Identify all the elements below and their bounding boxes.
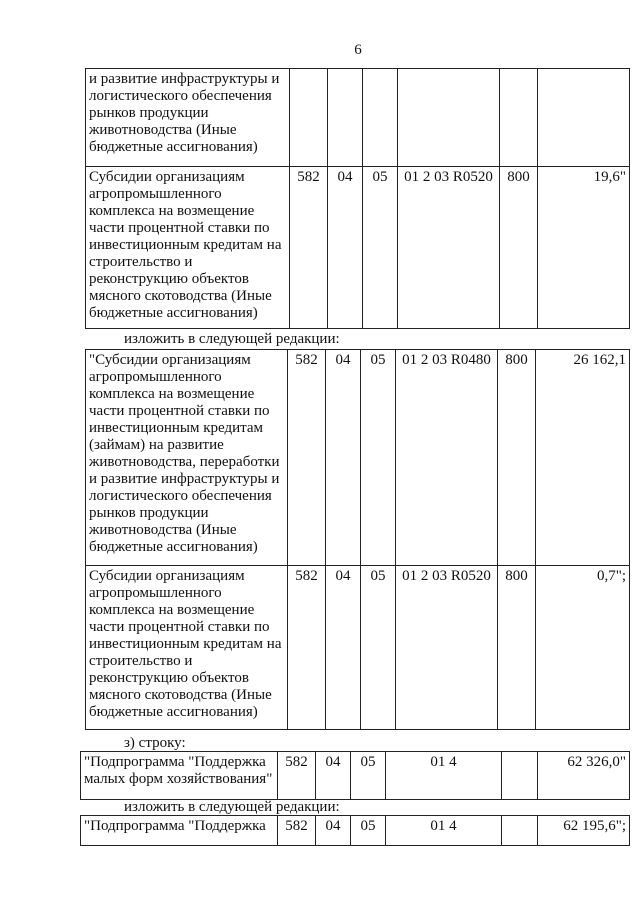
expense-type: 800	[498, 566, 536, 730]
expense-type	[500, 69, 538, 167]
admin-code	[290, 69, 328, 167]
row-name: "Субсидии организациям агропромышленного комплекса на возмещение части процентной ставки по инвестиционным кредитам (займам) на развитие животноводства, переработки и развитие инфраструктуры и логистического обеспечения рынков продукции животноводства (Иные бюджетные ассигнования)	[86, 350, 288, 566]
target-article	[398, 69, 500, 167]
amount: 62 195,6";	[538, 816, 630, 846]
budget-table-1	[85, 68, 630, 329]
admin-code: 582	[288, 350, 326, 566]
table-row	[81, 816, 630, 846]
admin-code: 582	[278, 752, 316, 800]
section-code: 04	[326, 566, 361, 730]
admin-code: 582	[278, 816, 316, 846]
subsection-code: 05	[351, 752, 386, 800]
instruction-heading: изложить в следующей редакции:	[124, 331, 340, 347]
amount: 0,7";	[536, 566, 630, 730]
amount: 19,6"	[538, 167, 630, 329]
target-article: 01 2 03 R0520	[396, 566, 498, 730]
amount	[538, 69, 630, 167]
budget-table-2	[85, 349, 630, 730]
amount: 26 162,1	[536, 350, 630, 566]
subsection-code	[363, 69, 398, 167]
expense-type: 800	[500, 167, 538, 329]
subsection-code: 05	[361, 566, 396, 730]
admin-code: 582	[288, 566, 326, 730]
expense-type	[502, 752, 538, 800]
section-code: 04	[326, 350, 361, 566]
amount: 62 326,0"	[538, 752, 630, 800]
table-row	[86, 69, 630, 167]
expense-type	[502, 816, 538, 846]
budget-table-4	[80, 815, 630, 846]
section-code: 04	[316, 816, 351, 846]
table-row	[86, 167, 630, 329]
instruction-heading: изложить в следующей редакции:	[124, 799, 340, 815]
table-row	[86, 350, 630, 566]
admin-code: 582	[290, 167, 328, 329]
row-name: "Подпрограмма "Поддержка	[81, 816, 278, 846]
page-number: 6	[354, 42, 362, 58]
section-code	[328, 69, 363, 167]
target-article: 01 2 03 R0480	[396, 350, 498, 566]
budget-table-3	[80, 751, 630, 800]
row-name: "Подпрограмма "Поддержка малых форм хозяйствования"	[81, 752, 278, 800]
instruction-heading: з) строку:	[124, 735, 186, 751]
section-code: 04	[316, 752, 351, 800]
row-name: Субсидии организациям агропромышленного комплекса на возмещение части процентной ставки по инвестиционным кредитам на строительство и реконструкцию объектов мясного скотоводства (Иные бюджетные ассигнования)	[86, 167, 290, 329]
table-row	[81, 752, 630, 800]
target-article: 01 4	[386, 816, 502, 846]
section-code: 04	[328, 167, 363, 329]
row-name: и развитие инфраструктуры и логистического обеспечения рынков продукции животноводства (Иные бюджетные ассигнования)	[86, 69, 290, 167]
subsection-code: 05	[351, 816, 386, 846]
subsection-code: 05	[363, 167, 398, 329]
row-name: Субсидии организациям агропромышленного комплекса на возмещение части процентной ставки по инвестиционным кредитам на строительство и реконструкцию объектов мясного скотоводства (Иные бюджетные ассигнования)	[86, 566, 288, 730]
table-row	[86, 566, 630, 730]
target-article: 01 2 03 R0520	[398, 167, 500, 329]
target-article: 01 4	[386, 752, 502, 800]
expense-type: 800	[498, 350, 536, 566]
subsection-code: 05	[361, 350, 396, 566]
